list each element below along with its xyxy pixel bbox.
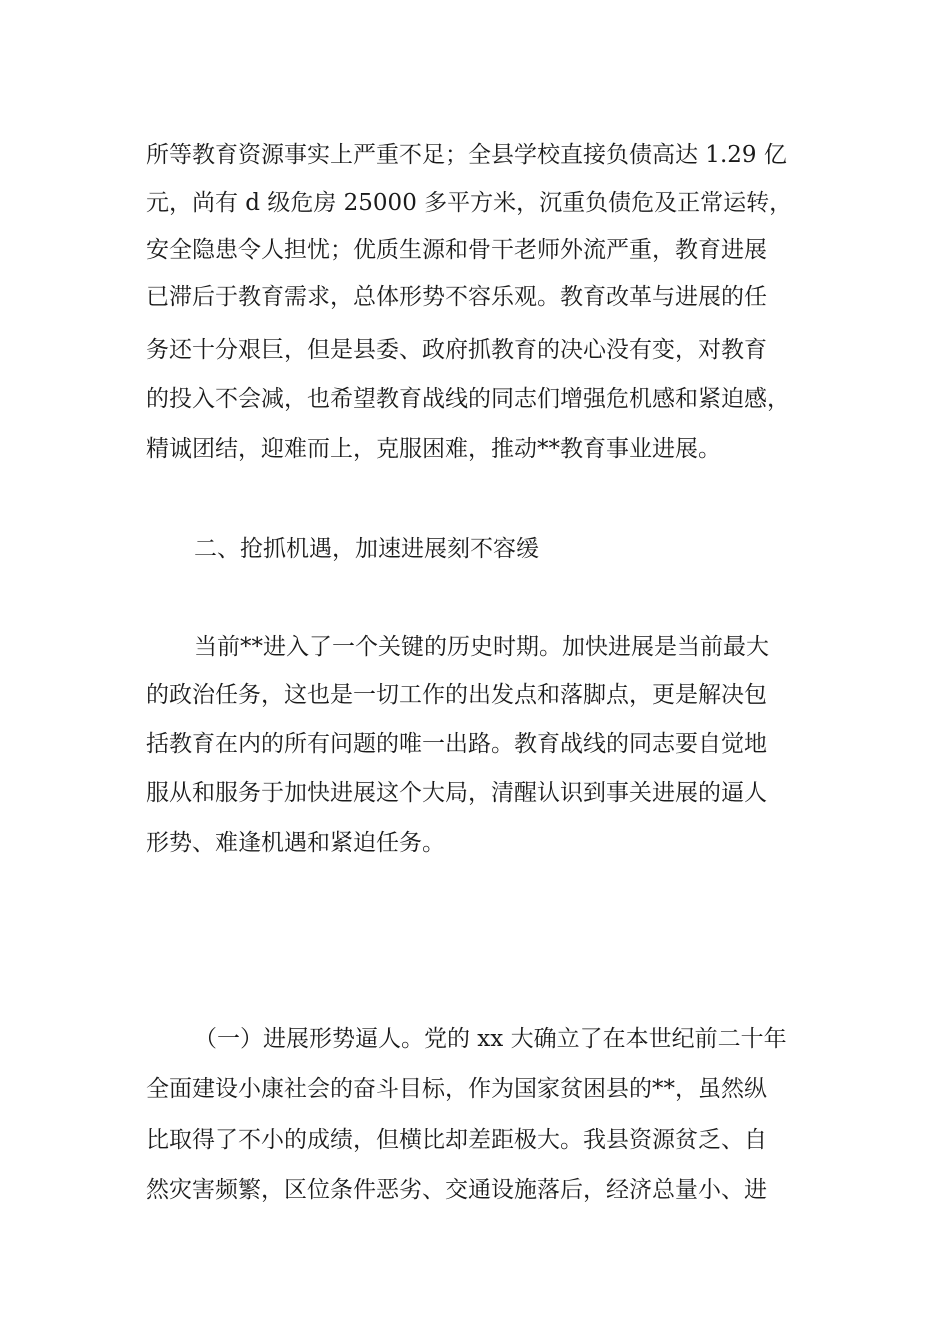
paragraph-line: 安全隐患令人担忧；优质生源和骨干老师外流严重，教育进展 xyxy=(146,237,767,263)
paragraph-line: 全面建设小康社会的奋斗目标，作为国家贫困县的**，虽然纵 xyxy=(146,1076,767,1102)
paragraph-line: （一）进展形势逼人。党的 xx 大确立了在本世纪前二十年 xyxy=(194,1026,787,1052)
paragraph-line: 当前**进入了一个关键的历史时期。加快进展是当前最大 xyxy=(194,634,769,660)
paragraph-line: 比取得了不小的成绩，但横比却差距极大。我县资源贫乏、自 xyxy=(146,1127,767,1153)
paragraph-line: 形势、难逢机遇和紧迫任务。 xyxy=(146,830,445,856)
paragraph-line: 已滞后于教育需求，总体形势不容乐观。教育改革与进展的任 xyxy=(146,284,767,310)
paragraph-line: 所等教育资源事实上严重不足；全县学校直接负债高达 1.29 亿 xyxy=(146,142,787,168)
paragraph-line: 然灾害频繁，区位条件恶劣、交通设施落后，经济总量小、进 xyxy=(146,1177,767,1203)
paragraph-line: 服从和服务于加快进展这个大局，清醒认识到事关进展的逼人 xyxy=(146,780,767,806)
paragraph-line: 的投入不会减，也希望教育战线的同志们增强危机感和紧迫感， xyxy=(146,386,790,412)
section-heading: 二、抢抓机遇，加速进展刻不容缓 xyxy=(194,536,539,562)
paragraph-line: 括教育在内的所有问题的唯一出路。教育战线的同志要自觉地 xyxy=(146,731,767,757)
paragraph-line: 元，尚有 d 级危房 25000 多平方米，沉重负债危及正常运转， xyxy=(146,190,793,216)
paragraph-line: 精诚团结，迎难而上，克服困难，推动**教育事业进展。 xyxy=(146,436,721,462)
paragraph-line: 的政治任务，这也是一切工作的出发点和落脚点，更是解决包 xyxy=(146,682,767,708)
paragraph-line: 务还十分艰巨，但是县委、政府抓教育的决心没有变，对教育 xyxy=(146,337,767,363)
